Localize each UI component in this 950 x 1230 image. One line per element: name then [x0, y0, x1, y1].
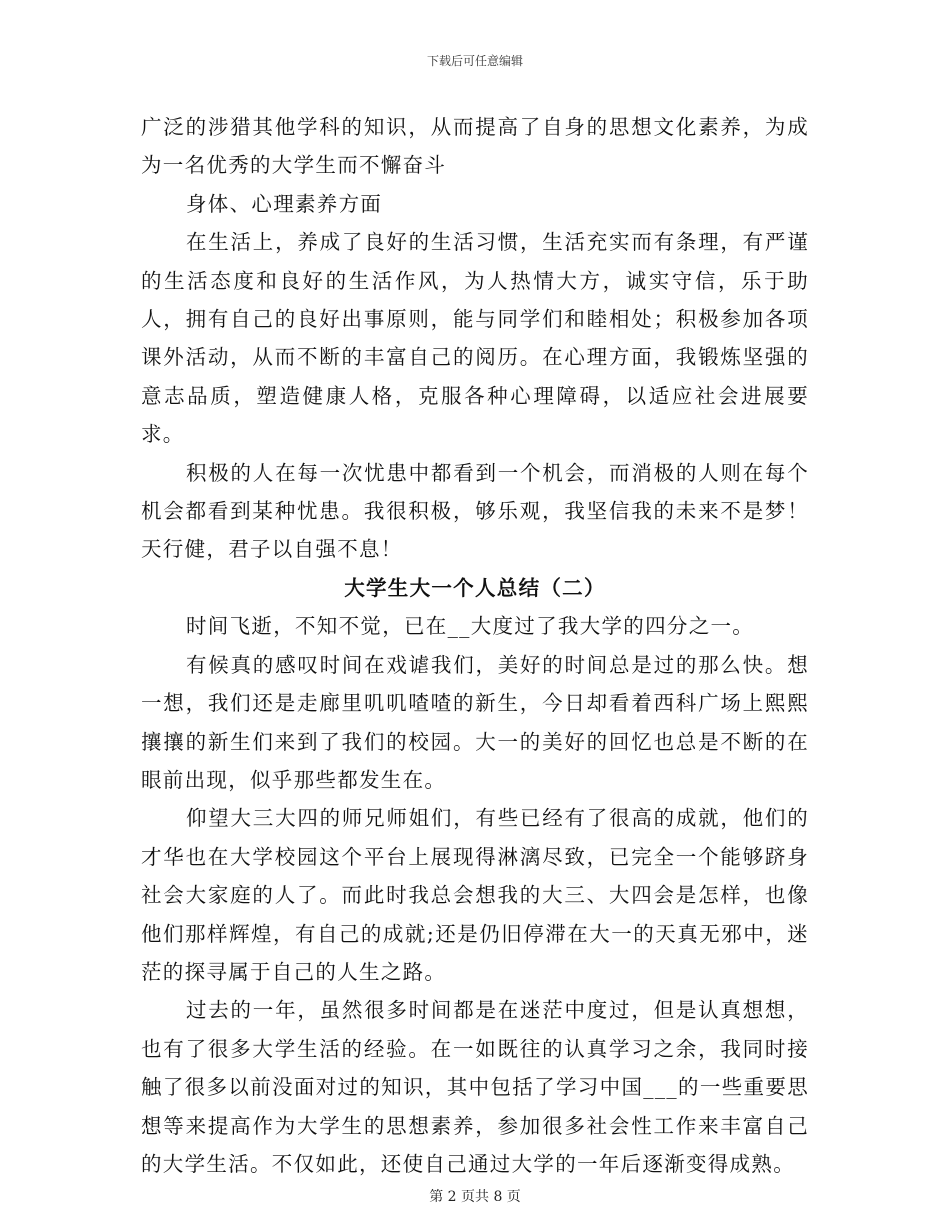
section-title: 大学生大一个人总结（二）	[344, 575, 606, 600]
subheading-physical-mental: 身体、心理素养方面	[186, 191, 383, 216]
paragraph-positive-attitude: 积极的人在每一次忧患中都看到一个机会，而消极的人则在每个机会都看到某种忧患。我很积极，够乐观，我坚信我的未来不是梦！天行健，君子以自强不息！	[141, 460, 809, 562]
paragraph-time-flies: 时间飞逝，不知不觉，已在__大度过了我大学的四分之一。	[186, 614, 755, 639]
page-header: 下载后可任意编辑	[426, 54, 523, 68]
paragraph-memories: 有候真的感叹时间在戏谑我们，美好的时间总是过的那么快。想一想，我们还是走廊里叽叽喳喳的新生，今日却看着西科广场上熙熙攘攘的新生们来到了我们的校园。大一的美好的回忆也总是不断的在眼前出现，似乎那些都发生在。	[141, 652, 809, 792]
paragraph-past-year: 过去的一年，虽然很多时间都是在迷茫中度过，但是认真想想，也有了很多大学生活的经验。在一如既往的认真学习之余，我同时接触了很多以前没面对过的知识，其中包括了学习中国___的一些重要思想等来提高作为大学生的思想素养，参加很多社会性工作来丰富自己的大学生活。不仅如此，还使自己通过大学的一年后逐渐变得成熟。	[141, 998, 809, 1176]
page-footer: 第 2 页共 8 页	[429, 1189, 521, 1205]
paragraph-life-habits: 在生活上，养成了良好的生活习惯，生活充实而有条理，有严谨的生活态度和良好的生活作风，为人热情大方，诚实守信，乐于助人，拥有自己的良好出事原则，能与同学们和睦相处；积极参加各项课外活动，从而不断的丰富自己的阅历。在心理方面，我锻炼坚强的意志品质，塑造健康人格，克服各种心理障碍，以适应社会进展要求。	[141, 230, 809, 447]
document-body	[141, 108, 809, 1183]
paragraph-seniors: 仰望大三大四的师兄师姐们，有些已经有了很高的成就，他们的才华也在大学校园这个平台上展现得淋漓尽致，已完全一个能够跻身社会大家庭的人了。而此时我总会想我的大三、大四会是怎样，也像他们那样辉煌，有自己的成就;还是仍旧停滞在大一的天真无邪中，迷茫的探寻属于自己的人生之路。	[141, 806, 809, 984]
paragraph-continuation: 广泛的涉猎其他学科的知识，从而提高了自身的思想文化素养，为成为一名优秀的大学生而不懈奋斗	[141, 115, 809, 178]
